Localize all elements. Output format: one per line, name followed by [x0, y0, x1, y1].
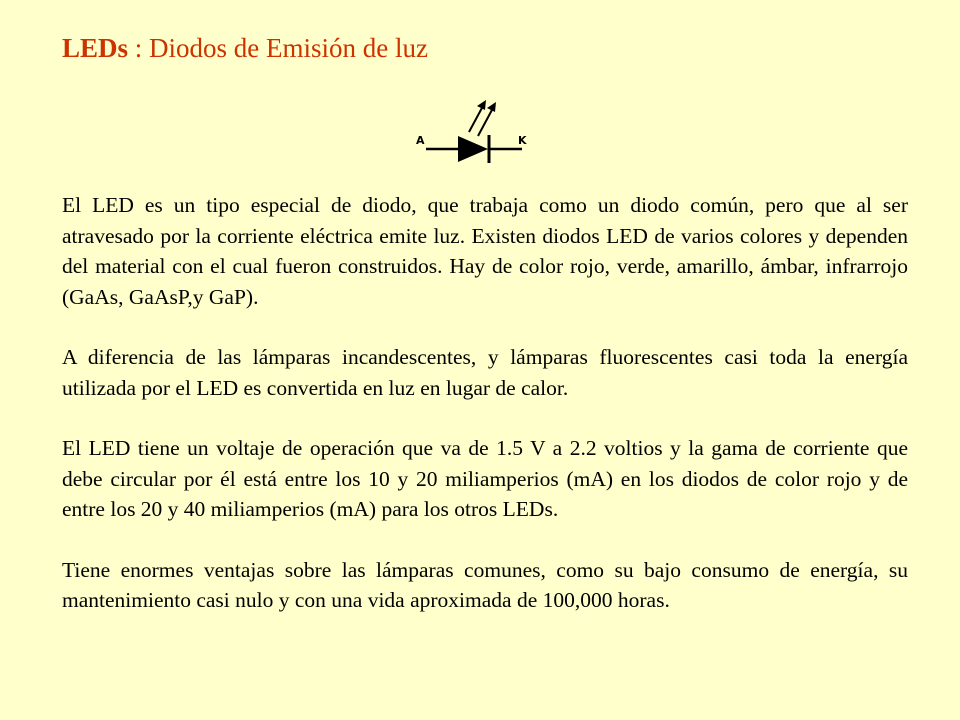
diode-triangle — [458, 136, 488, 162]
cathode-label: K — [518, 134, 527, 147]
paragraph-operating-specs: El LED tiene un voltaje de operación que va de 1.5 V a 2.2 voltios y la gama de corriente que debe circular por él está entre los 10 y 20 miliamperios (mA) en los diodos de color rojo y de entre los 20 y 40 miliamperios (mA) para los otros LEDs. — [62, 436, 908, 521]
title-rest: : Diodos de Emisión de luz — [128, 33, 428, 63]
paragraph-led-description: El LED es un tipo especial de diodo, que trabaja como un diodo común, pero que al ser atravesado por la corriente eléctrica emite luz. Existen diodos LED de varios colores y dependen del material con el cual fueron construidos. Hay de color rojo, verde, amarillo, ámbar, infrarrojo (GaAs, GaAsP,y GaP). — [62, 193, 908, 309]
body-text — [62, 190, 908, 646]
emission-arrow-1 — [469, 106, 483, 132]
title-bold: LEDs — [62, 33, 129, 63]
paragraph-energy-efficiency: A diferencia de las lámparas incandescentes, y lámparas fluorescentes casi toda la energía utilizada por el LED es convertida en luz en lugar de calor. — [62, 345, 908, 400]
led-symbol-icon — [412, 92, 534, 172]
page-title — [62, 30, 428, 66]
anode-label: A — [416, 134, 425, 147]
paragraph-advantages: Tiene enormes ventajas sobre las lámparas comunes, como su bajo consumo de energía, su mantenimiento casi nulo y con una vida aproximada de 100,000 horas. — [62, 557, 908, 612]
